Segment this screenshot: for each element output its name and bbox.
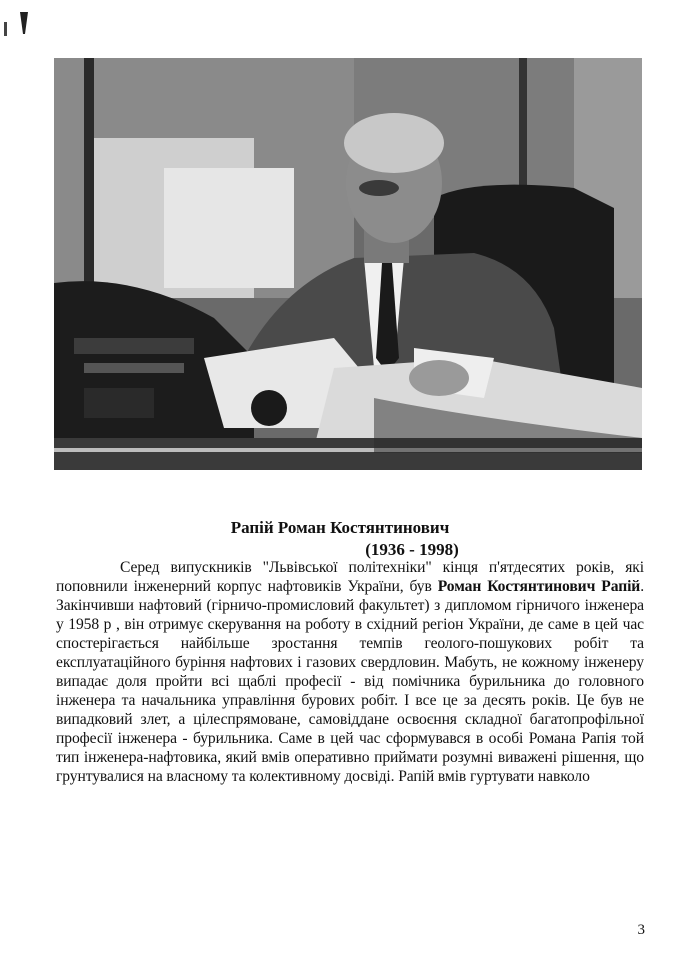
person-name-heading: Рапій Роман Костянтинович	[230, 518, 450, 537]
life-years: (1936 - 1998)	[365, 540, 459, 559]
scan-corner-mark	[2, 4, 42, 44]
paragraph-rest: . Закінчивши нафтовий (гірничо-промисловий факультет) з дипломом гірничого інженера у 1958 р , він отримує скерування на роботу в східний регіон України, де саме в цей час спостерігається найбільше зростання темпів геолого-пошукових робіт та експлуатаційного буріння нафтових і газових свердловин. Мабуть, не кожному інженеру випадає доля пройти всі щаблі професії - від помічника бурильника до головного інженера та начальника управління бурових робіт. І все це за десять років. Це був не випадковий злет, а цілеспрямоване, самовіддане освоєння складної багатопрофільної професії інженера - бурильника. Саме в цей час сформувався в особі Романа Рапія той тип інженера-нафтовика, який вмів оперативно приймати розумні виважені рішення, що грунтувалися на власному та колективному досвіді. Рапій вмів гуртувати навколо	[56, 578, 645, 785]
biography-paragraph	[56, 558, 644, 786]
portrait-photo	[54, 58, 642, 470]
paragraph-intro: Серед випускників "Львівської політехніки" кінця п'ятдесятих років, які поповнили інженерний корпус нафтовиків України, був	[56, 559, 644, 595]
page-number: 3	[637, 922, 645, 938]
bold-name: Роман Костянтинович Рапій	[437, 578, 641, 595]
